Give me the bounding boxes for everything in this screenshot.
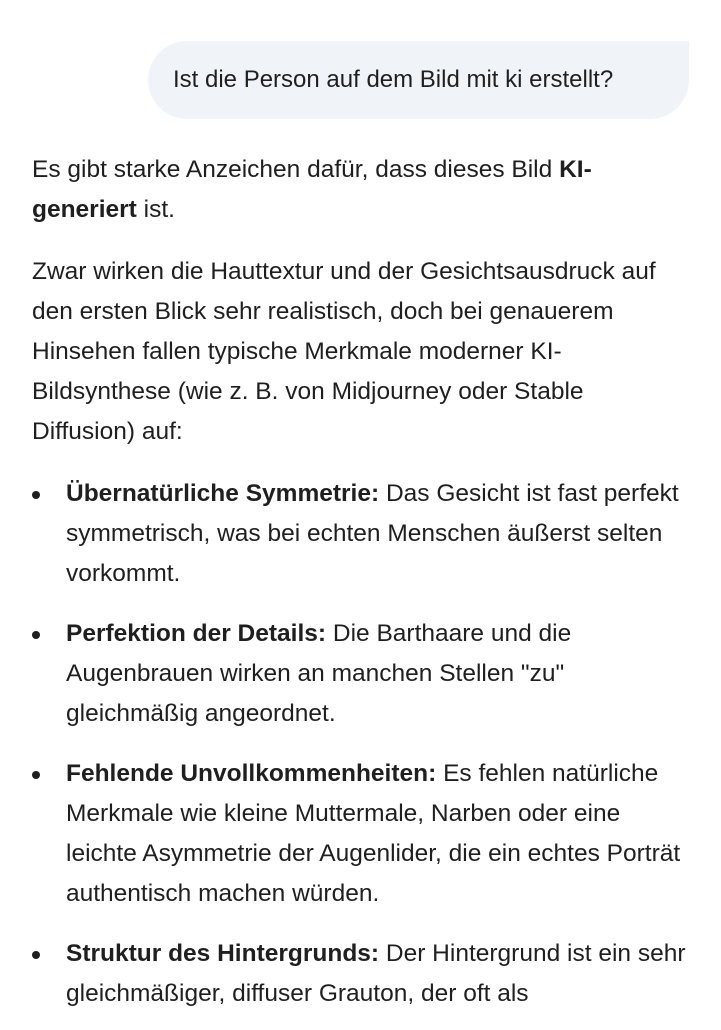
intro-end: ist. xyxy=(136,196,175,223)
list-item xyxy=(32,474,692,594)
list-item-title: Fehlende Unvollkommenheiten: xyxy=(66,760,437,787)
list-item-title: Perfektion der Details: xyxy=(66,620,327,647)
bullet-icon xyxy=(32,631,40,639)
bullet-icon xyxy=(32,491,40,499)
bullet-icon xyxy=(32,771,40,779)
list-item xyxy=(32,614,692,734)
bullet-list xyxy=(32,474,692,1014)
list-item-text: Es fehlen natürliche Merkmale wie kleine Muttermale, Narben oder eine leichte Asymmetrie der Augenlider, die ein echtes Porträt authentisch machen würden. xyxy=(66,760,681,907)
list-item-title: Übernatürliche Symmetrie: xyxy=(66,480,380,507)
list-item-text: Das Gesicht ist fast perfekt symmetrisch, was bei echten Menschen äußerst selten vorkommt. xyxy=(66,480,679,587)
assistant-response xyxy=(32,150,692,1030)
list-item xyxy=(32,754,692,914)
bullet-icon xyxy=(32,951,40,959)
user-message-bubble xyxy=(148,41,689,119)
list-item-title: Struktur des Hintergrunds: xyxy=(66,940,380,967)
user-message-text: Ist die Person auf dem Bild mit ki erstellt? xyxy=(173,66,614,93)
response-intro xyxy=(32,150,692,230)
response-paragraph: Zwar wirken die Hauttextur und der Gesichtsausdruck auf den ersten Blick sehr realistisch, doch bei genauerem Hinsehen fallen typische Merkmale moderner KI-Bildsynthese (wie z. B. von Midjourney oder Stable Diffusion) auf: xyxy=(32,258,656,445)
intro-bold: KI-generiert xyxy=(32,156,592,223)
intro-text: Es gibt starke Anzeichen dafür, dass dieses Bild xyxy=(32,156,560,183)
list-item xyxy=(32,934,692,1014)
list-item-text: Die Barthaare und die Augenbrauen wirken an manchen Stellen "zu" gleichmäßig angeordnet. xyxy=(66,620,572,727)
list-item-text: Der Hintergrund ist ein sehr gleichmäßiger, diffuser Grauton, der oft als xyxy=(66,940,686,1007)
